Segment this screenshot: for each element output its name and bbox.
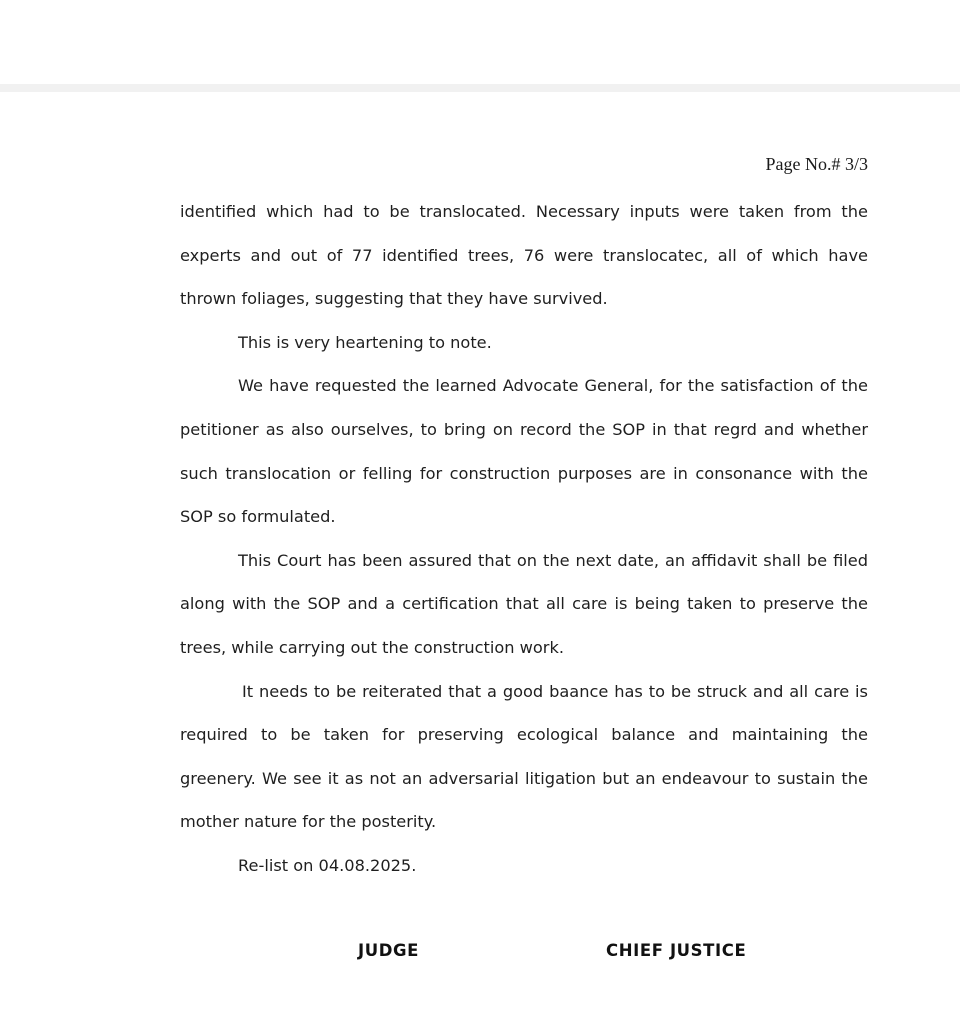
paragraph-heartening: This is very heartening to note. xyxy=(238,332,492,352)
paragraph-affidavit: This Court has been assured that on the next date, an affidavit shall be filed along with the SOP and a certification that all care is being taken to preserve the trees, while carrying out the construction work. xyxy=(180,550,868,657)
page-top-band xyxy=(0,84,960,92)
order-body xyxy=(180,190,868,888)
paragraph-relist: Re-list on 04.08.2025. xyxy=(238,855,417,875)
paragraph-advocate-general: We have requested the learned Advocate General, for the satisfaction of the petitioner as also ourselves, to bring on record the SOP in that regrd and whether such translocation or felling for construction purposes are in consonance with the SOP so formulated. xyxy=(180,376,868,527)
signature-chief-justice: CHIEF JUSTICE xyxy=(606,941,747,960)
signature-judge: JUDGE xyxy=(358,941,420,960)
page-number: Page No.# 3/3 xyxy=(765,154,868,174)
paragraph-ecological-balance: It needs to be reiterated that a good baance has to be struck and all care is required to be taken for preserving ecological balance and maintaining the greenery. We see it as not an adversarial litigation but an endeavour to sustain the mother nature for the posterity. xyxy=(180,681,868,832)
paragraph-continuation: identified which had to be translocated. Necessary inputs were taken from the experts and out of 77 identified trees, 76 were translocatec, all of which have thrown foliages, suggesting that they have survived. xyxy=(180,202,868,309)
